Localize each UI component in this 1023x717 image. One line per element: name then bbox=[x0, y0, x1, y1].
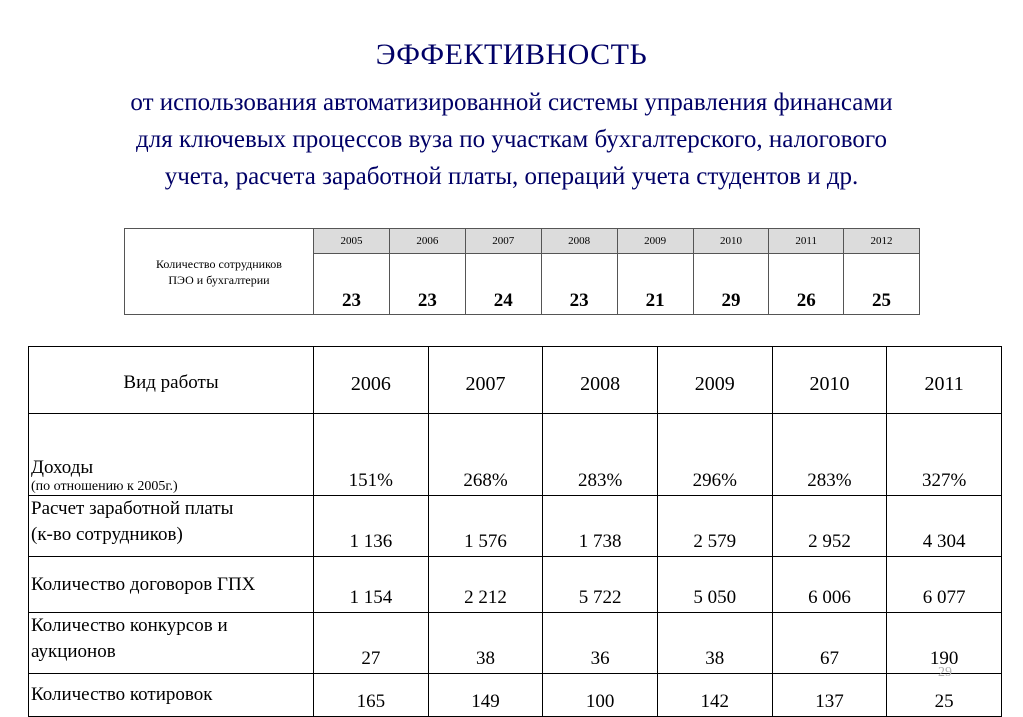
header-year: 2010 bbox=[772, 347, 887, 414]
page-subtitle bbox=[0, 84, 1023, 195]
staff-year-cell: 2010 bbox=[693, 229, 769, 254]
staff-count-table bbox=[124, 228, 920, 315]
staff-value-cell: 23 bbox=[389, 254, 465, 315]
subtitle-line: для ключевых процессов вуза по участкам бухгалтерского, налогового bbox=[136, 126, 887, 153]
row-label-line1: Количество конкурсов и bbox=[31, 615, 228, 636]
cell-value: 283% bbox=[543, 414, 658, 496]
cell-value: 268% bbox=[428, 414, 543, 496]
staff-value-cell: 21 bbox=[617, 254, 693, 315]
staff-year-cell: 2008 bbox=[541, 229, 617, 254]
cell-value: 1 136 bbox=[314, 496, 429, 557]
staff-value-cell: 26 bbox=[769, 254, 844, 315]
row-label-main: Доходы bbox=[31, 457, 94, 478]
staff-value-cell: 29 bbox=[693, 254, 769, 315]
cell-value: 38 bbox=[428, 613, 543, 674]
cell-value: 137 bbox=[772, 674, 887, 717]
staff-year-cell: 2007 bbox=[465, 229, 541, 254]
row-label bbox=[29, 613, 314, 674]
cell-value: 283% bbox=[772, 414, 887, 496]
cell-value: 27 bbox=[314, 613, 429, 674]
staff-value-cell: 23 bbox=[541, 254, 617, 315]
staff-year-cell: 2009 bbox=[617, 229, 693, 254]
row-label-line2: (к-во сотрудников) bbox=[31, 524, 183, 545]
header-year: 2008 bbox=[543, 347, 658, 414]
cell-value: 4 304 bbox=[887, 496, 1002, 557]
cell-value: 190 bbox=[887, 613, 1002, 674]
cell-value: 6 006 bbox=[772, 557, 887, 613]
table-row bbox=[29, 414, 1002, 496]
cell-value: 5 050 bbox=[657, 557, 772, 613]
work-metrics-table bbox=[28, 346, 1002, 717]
page-title: ЭФФЕКТИВНОСТЬ bbox=[375, 38, 648, 71]
cell-value: 5 722 bbox=[543, 557, 658, 613]
cell-value: 1 576 bbox=[428, 496, 543, 557]
cell-value: 165 bbox=[314, 674, 429, 717]
cell-value: 67 bbox=[772, 613, 887, 674]
staff-label-cell bbox=[125, 229, 314, 315]
staff-value-cell: 23 bbox=[314, 254, 390, 315]
table-row bbox=[29, 613, 1002, 674]
staff-value-cell: 25 bbox=[844, 254, 920, 315]
header-year: 2006 bbox=[314, 347, 429, 414]
table-row bbox=[29, 674, 1002, 717]
subtitle-line: учета, расчета заработной платы, операций учета студентов и др. bbox=[164, 163, 859, 190]
header-year: 2011 bbox=[887, 347, 1002, 414]
table-header-row bbox=[29, 347, 1002, 414]
staff-value-cell: 24 bbox=[465, 254, 541, 315]
row-label: Количество котировок bbox=[29, 674, 314, 717]
header-work-type: Вид работы bbox=[29, 347, 314, 414]
staff-label-line1: Количество сотрудников bbox=[156, 256, 282, 271]
cell-value: 296% bbox=[657, 414, 772, 496]
cell-value: 142 bbox=[657, 674, 772, 717]
cell-value: 36 bbox=[543, 613, 658, 674]
table-row bbox=[29, 557, 1002, 613]
cell-value: 100 bbox=[543, 674, 658, 717]
staff-label-line2: ПЭО и бухгалтерии bbox=[168, 272, 270, 287]
cell-value: 151% bbox=[314, 414, 429, 496]
row-label-note: (по отношению к 2005г.) bbox=[31, 479, 178, 494]
cell-value: 1 154 bbox=[314, 557, 429, 613]
header-year: 2009 bbox=[657, 347, 772, 414]
cell-value: 2 212 bbox=[428, 557, 543, 613]
row-label-line2: аукционов bbox=[31, 641, 116, 662]
cell-value: 327% bbox=[887, 414, 1002, 496]
staff-year-cell: 2011 bbox=[769, 229, 844, 254]
row-label bbox=[29, 414, 314, 496]
cell-value: 2 952 bbox=[772, 496, 887, 557]
row-label: Количество договоров ГПХ bbox=[29, 557, 314, 613]
page-number: 29 bbox=[938, 665, 952, 680]
row-label-line1: Расчет заработной платы bbox=[31, 498, 234, 519]
cell-value: 2 579 bbox=[657, 496, 772, 557]
cell-value: 149 bbox=[428, 674, 543, 717]
staff-year-cell: 2012 bbox=[844, 229, 920, 254]
cell-value: 6 077 bbox=[887, 557, 1002, 613]
row-label bbox=[29, 496, 314, 557]
cell-value: 25 bbox=[887, 674, 1002, 717]
cell-value: 38 bbox=[657, 613, 772, 674]
staff-year-cell: 2005 bbox=[314, 229, 390, 254]
header-year: 2007 bbox=[428, 347, 543, 414]
table-row bbox=[29, 496, 1002, 557]
subtitle-line: от использования автоматизированной системы управления финансами bbox=[130, 89, 893, 116]
cell-value: 1 738 bbox=[543, 496, 658, 557]
staff-year-cell: 2006 bbox=[389, 229, 465, 254]
